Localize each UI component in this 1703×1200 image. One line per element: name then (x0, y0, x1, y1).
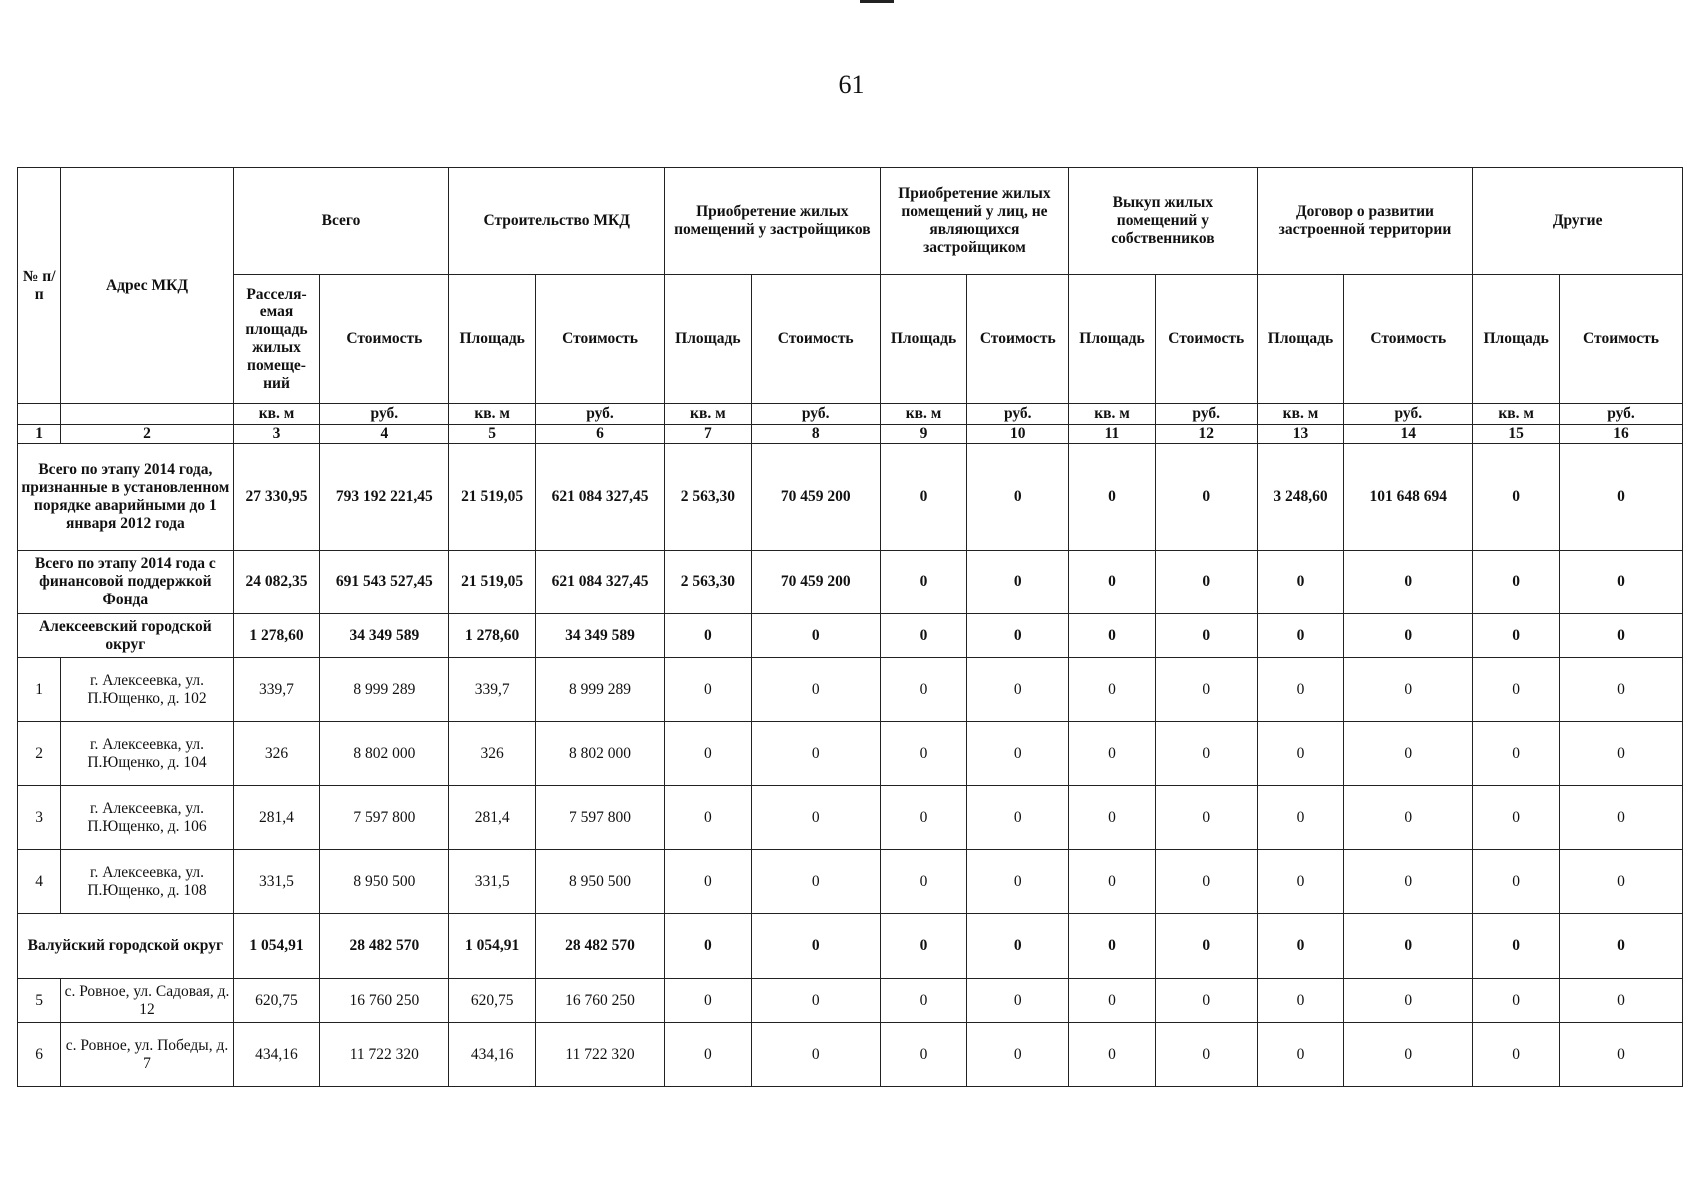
unit-label: кв. м (1257, 404, 1344, 425)
row-number: 5 (18, 979, 61, 1023)
col-header-num: № п/п (18, 168, 61, 404)
value-cell: 8 999 289 (536, 658, 665, 722)
value-cell: 8 802 000 (536, 722, 665, 786)
row-number: 6 (18, 1023, 61, 1087)
value-cell: 0 (1473, 850, 1560, 914)
value-cell: 0 (665, 850, 752, 914)
unit-label: кв. м (1473, 404, 1560, 425)
value-cell: 8 999 289 (320, 658, 449, 722)
value-cell: 11 722 320 (320, 1023, 449, 1087)
table-row (18, 658, 1683, 722)
value-cell: 0 (880, 722, 967, 786)
col-subheader: Стоимость (1559, 275, 1682, 404)
col-subheader: Стоимость (1344, 275, 1473, 404)
column-number: 1 (18, 425, 61, 444)
value-cell: 0 (1559, 658, 1682, 722)
value-cell: 8 950 500 (536, 850, 665, 914)
value-cell: 0 (967, 722, 1069, 786)
row-address: с. Ровное, ул. Садовая, д. 12 (61, 979, 233, 1023)
value-cell: 0 (751, 658, 880, 722)
col-subheader: Площадь (880, 275, 967, 404)
value-cell: 0 (1344, 850, 1473, 914)
column-number: 12 (1155, 425, 1257, 444)
value-cell: 16 760 250 (320, 979, 449, 1023)
column-number: 15 (1473, 425, 1560, 444)
value-cell: 0 (751, 979, 880, 1023)
value-cell: 0 (1155, 786, 1257, 850)
value-cell: 0 (1344, 1023, 1473, 1087)
units-blank (61, 404, 233, 425)
value-cell: 0 (1069, 914, 1156, 979)
value-cell: 434,16 (449, 1023, 536, 1087)
group-header-other: Другие (1473, 168, 1683, 275)
unit-label: руб. (967, 404, 1069, 425)
header-row-units (18, 404, 1683, 425)
value-cell: 0 (665, 1023, 752, 1087)
value-cell: 0 (1155, 850, 1257, 914)
col-header-address: Адрес МКД (61, 168, 233, 404)
column-number: 7 (665, 425, 752, 444)
value-cell: 34 349 589 (536, 614, 665, 658)
value-cell: 21 519,05 (449, 444, 536, 551)
column-number: 16 (1559, 425, 1682, 444)
value-cell: 0 (1257, 1023, 1344, 1087)
group-header-buyout: Выкуп жилых помещений у собственников (1069, 168, 1257, 275)
unit-label: кв. м (1069, 404, 1156, 425)
scan-mark (860, 0, 894, 3)
value-cell: 0 (1069, 722, 1156, 786)
value-cell: 0 (1155, 614, 1257, 658)
col-subheader: Стоимость (320, 275, 449, 404)
value-cell: 0 (1473, 444, 1560, 551)
row-address: г. Алексеевка, ул. П.Ющенко, д. 104 (61, 722, 233, 786)
value-cell: 70 459 200 (751, 444, 880, 551)
col-subheader: Площадь (665, 275, 752, 404)
value-cell: 0 (1344, 551, 1473, 614)
value-cell: 0 (1344, 722, 1473, 786)
value-cell: 0 (1069, 786, 1156, 850)
column-number: 5 (449, 425, 536, 444)
group-header-development-contract: Договор о развитии застроенной территории (1257, 168, 1473, 275)
value-cell: 0 (967, 614, 1069, 658)
column-number: 10 (967, 425, 1069, 444)
value-cell: 0 (1473, 551, 1560, 614)
value-cell: 434,16 (233, 1023, 320, 1087)
page-number: 61 (838, 70, 865, 99)
row-number: 4 (18, 850, 61, 914)
value-cell: 34 349 589 (320, 614, 449, 658)
column-number: 4 (320, 425, 449, 444)
row-address: г. Алексеевка, ул. П.Ющенко, д. 108 (61, 850, 233, 914)
value-cell: 0 (1155, 722, 1257, 786)
value-cell: 0 (1473, 614, 1560, 658)
value-cell: 281,4 (449, 786, 536, 850)
header-row-col-numbers (18, 425, 1683, 444)
value-cell: 28 482 570 (320, 914, 449, 979)
value-cell: 0 (1559, 722, 1682, 786)
value-cell: 0 (751, 914, 880, 979)
table-body (18, 444, 1683, 1087)
row-number: 2 (18, 722, 61, 786)
value-cell: 0 (1257, 658, 1344, 722)
value-cell: 1 278,60 (449, 614, 536, 658)
value-cell: 0 (1473, 914, 1560, 979)
column-number: 11 (1069, 425, 1156, 444)
value-cell: 0 (967, 786, 1069, 850)
value-cell: 2 563,30 (665, 551, 752, 614)
value-cell: 24 082,35 (233, 551, 320, 614)
value-cell: 101 648 694 (1344, 444, 1473, 551)
col-subheader: Расселя-емая площадь жилых помеще-ний (233, 275, 320, 404)
value-cell: 0 (880, 658, 967, 722)
row-label: Всего по этапу 2014 года с финансовой поддержкой Фонда (18, 551, 234, 614)
row-number: 3 (18, 786, 61, 850)
value-cell: 8 950 500 (320, 850, 449, 914)
value-cell: 0 (880, 979, 967, 1023)
value-cell: 0 (1344, 979, 1473, 1023)
value-cell: 70 459 200 (751, 551, 880, 614)
value-cell: 0 (1155, 1023, 1257, 1087)
value-cell: 0 (1069, 614, 1156, 658)
row-label: Валуйский городской округ (18, 914, 234, 979)
value-cell: 0 (1559, 551, 1682, 614)
value-cell: 0 (1473, 722, 1560, 786)
value-cell: 0 (1473, 979, 1560, 1023)
table-row (18, 786, 1683, 850)
value-cell: 0 (1473, 1023, 1560, 1087)
value-cell: 0 (1559, 850, 1682, 914)
value-cell: 793 192 221,45 (320, 444, 449, 551)
value-cell: 0 (665, 722, 752, 786)
value-cell: 28 482 570 (536, 914, 665, 979)
value-cell: 0 (1257, 850, 1344, 914)
value-cell: 0 (1257, 979, 1344, 1023)
value-cell: 0 (1344, 786, 1473, 850)
unit-label: кв. м (665, 404, 752, 425)
value-cell: 0 (1559, 786, 1682, 850)
value-cell: 0 (1155, 551, 1257, 614)
value-cell: 0 (1155, 658, 1257, 722)
value-cell: 0 (1069, 1023, 1156, 1087)
value-cell: 0 (1559, 914, 1682, 979)
value-cell: 0 (751, 1023, 880, 1087)
value-cell: 0 (1473, 658, 1560, 722)
total-row-fund-support (18, 551, 1683, 614)
value-cell: 0 (1155, 444, 1257, 551)
value-cell: 0 (665, 786, 752, 850)
value-cell: 1 054,91 (233, 914, 320, 979)
column-number: 3 (233, 425, 320, 444)
row-address: г. Алексеевка, ул. П.Ющенко, д. 102 (61, 658, 233, 722)
value-cell: 0 (665, 979, 752, 1023)
value-cell: 281,4 (233, 786, 320, 850)
value-cell: 7 597 800 (320, 786, 449, 850)
value-cell: 0 (1069, 979, 1156, 1023)
unit-label: руб. (1155, 404, 1257, 425)
column-number: 2 (61, 425, 233, 444)
column-number: 13 (1257, 425, 1344, 444)
value-cell: 1 054,91 (449, 914, 536, 979)
value-cell: 0 (880, 444, 967, 551)
group-header-purchase-non-developers: Приобретение жилых помещений у лиц, не являющихся застройщиком (880, 168, 1068, 275)
value-cell: 21 519,05 (449, 551, 536, 614)
value-cell: 0 (1257, 722, 1344, 786)
value-cell: 0 (1257, 551, 1344, 614)
row-address: г. Алексеевка, ул. П.Ющенко, д. 106 (61, 786, 233, 850)
value-cell: 339,7 (233, 658, 320, 722)
col-subheader: Площадь (1069, 275, 1156, 404)
value-cell: 0 (967, 1023, 1069, 1087)
value-cell: 0 (1559, 1023, 1682, 1087)
value-cell: 16 760 250 (536, 979, 665, 1023)
col-subheader: Площадь (449, 275, 536, 404)
row-label: Алексеевский городской округ (18, 614, 234, 658)
value-cell: 0 (967, 850, 1069, 914)
value-cell: 621 084 327,45 (536, 551, 665, 614)
value-cell: 2 563,30 (665, 444, 752, 551)
row-label: Всего по этапу 2014 года, признанные в установленном порядке аварийными до 1 января 2012 года (18, 444, 234, 551)
value-cell: 331,5 (233, 850, 320, 914)
value-cell: 0 (1069, 850, 1156, 914)
table-row (18, 850, 1683, 914)
value-cell: 1 278,60 (233, 614, 320, 658)
value-cell: 0 (1155, 979, 1257, 1023)
header-row-groups (18, 168, 1683, 275)
value-cell: 0 (1344, 614, 1473, 658)
row-address: с. Ровное, ул. Победы, д. 7 (61, 1023, 233, 1087)
value-cell: 0 (967, 979, 1069, 1023)
value-cell: 0 (1344, 914, 1473, 979)
table-row (18, 979, 1683, 1023)
value-cell: 3 248,60 (1257, 444, 1344, 551)
col-subheader: Стоимость (536, 275, 665, 404)
row-number: 1 (18, 658, 61, 722)
unit-label: кв. м (233, 404, 320, 425)
value-cell: 0 (967, 658, 1069, 722)
header-row-sub (18, 275, 1683, 404)
units-blank (18, 404, 61, 425)
value-cell: 621 084 327,45 (536, 444, 665, 551)
value-cell: 7 597 800 (536, 786, 665, 850)
column-number: 14 (1344, 425, 1473, 444)
unit-label: руб. (751, 404, 880, 425)
value-cell: 0 (665, 614, 752, 658)
value-cell: 0 (880, 914, 967, 979)
value-cell: 0 (880, 786, 967, 850)
value-cell: 11 722 320 (536, 1023, 665, 1087)
column-number: 9 (880, 425, 967, 444)
value-cell: 0 (880, 551, 967, 614)
value-cell: 0 (1344, 658, 1473, 722)
value-cell: 0 (1069, 551, 1156, 614)
col-subheader: Площадь (1473, 275, 1560, 404)
district-row (18, 914, 1683, 979)
col-subheader: Стоимость (1155, 275, 1257, 404)
value-cell: 0 (751, 614, 880, 658)
value-cell: 0 (880, 614, 967, 658)
value-cell: 8 802 000 (320, 722, 449, 786)
value-cell: 0 (880, 850, 967, 914)
value-cell: 0 (1473, 786, 1560, 850)
col-subheader: Стоимость (751, 275, 880, 404)
unit-label: руб. (536, 404, 665, 425)
value-cell: 0 (751, 786, 880, 850)
table-row (18, 1023, 1683, 1087)
value-cell: 27 330,95 (233, 444, 320, 551)
value-cell: 0 (665, 914, 752, 979)
col-subheader: Стоимость (967, 275, 1069, 404)
value-cell: 0 (1257, 614, 1344, 658)
unit-label: руб. (1344, 404, 1473, 425)
group-header-total: Всего (233, 168, 449, 275)
unit-label: кв. м (880, 404, 967, 425)
table-row (18, 722, 1683, 786)
value-cell: 326 (449, 722, 536, 786)
value-cell: 0 (967, 914, 1069, 979)
unit-label: руб. (320, 404, 449, 425)
value-cell: 339,7 (449, 658, 536, 722)
value-cell: 0 (967, 551, 1069, 614)
value-cell: 0 (1069, 444, 1156, 551)
value-cell: 0 (1257, 786, 1344, 850)
value-cell: 0 (1559, 979, 1682, 1023)
value-cell: 0 (1257, 914, 1344, 979)
column-number: 8 (751, 425, 880, 444)
value-cell: 0 (1559, 614, 1682, 658)
group-header-purchase-developers: Приобретение жилых помещений у застройщиков (665, 168, 881, 275)
column-number: 6 (536, 425, 665, 444)
value-cell: 0 (1559, 444, 1682, 551)
value-cell: 0 (751, 722, 880, 786)
value-cell: 326 (233, 722, 320, 786)
value-cell: 620,75 (449, 979, 536, 1023)
value-cell: 0 (751, 850, 880, 914)
group-header-construction: Строительство МКД (449, 168, 665, 275)
resettlement-table (17, 167, 1683, 1087)
unit-label: кв. м (449, 404, 536, 425)
value-cell: 691 543 527,45 (320, 551, 449, 614)
value-cell: 0 (880, 1023, 967, 1087)
value-cell: 0 (1069, 658, 1156, 722)
col-subheader: Площадь (1257, 275, 1344, 404)
total-row-emergency-2012 (18, 444, 1683, 551)
value-cell: 331,5 (449, 850, 536, 914)
value-cell: 620,75 (233, 979, 320, 1023)
value-cell: 0 (967, 444, 1069, 551)
district-row (18, 614, 1683, 658)
unit-label: руб. (1559, 404, 1682, 425)
value-cell: 0 (665, 658, 752, 722)
value-cell: 0 (1155, 914, 1257, 979)
